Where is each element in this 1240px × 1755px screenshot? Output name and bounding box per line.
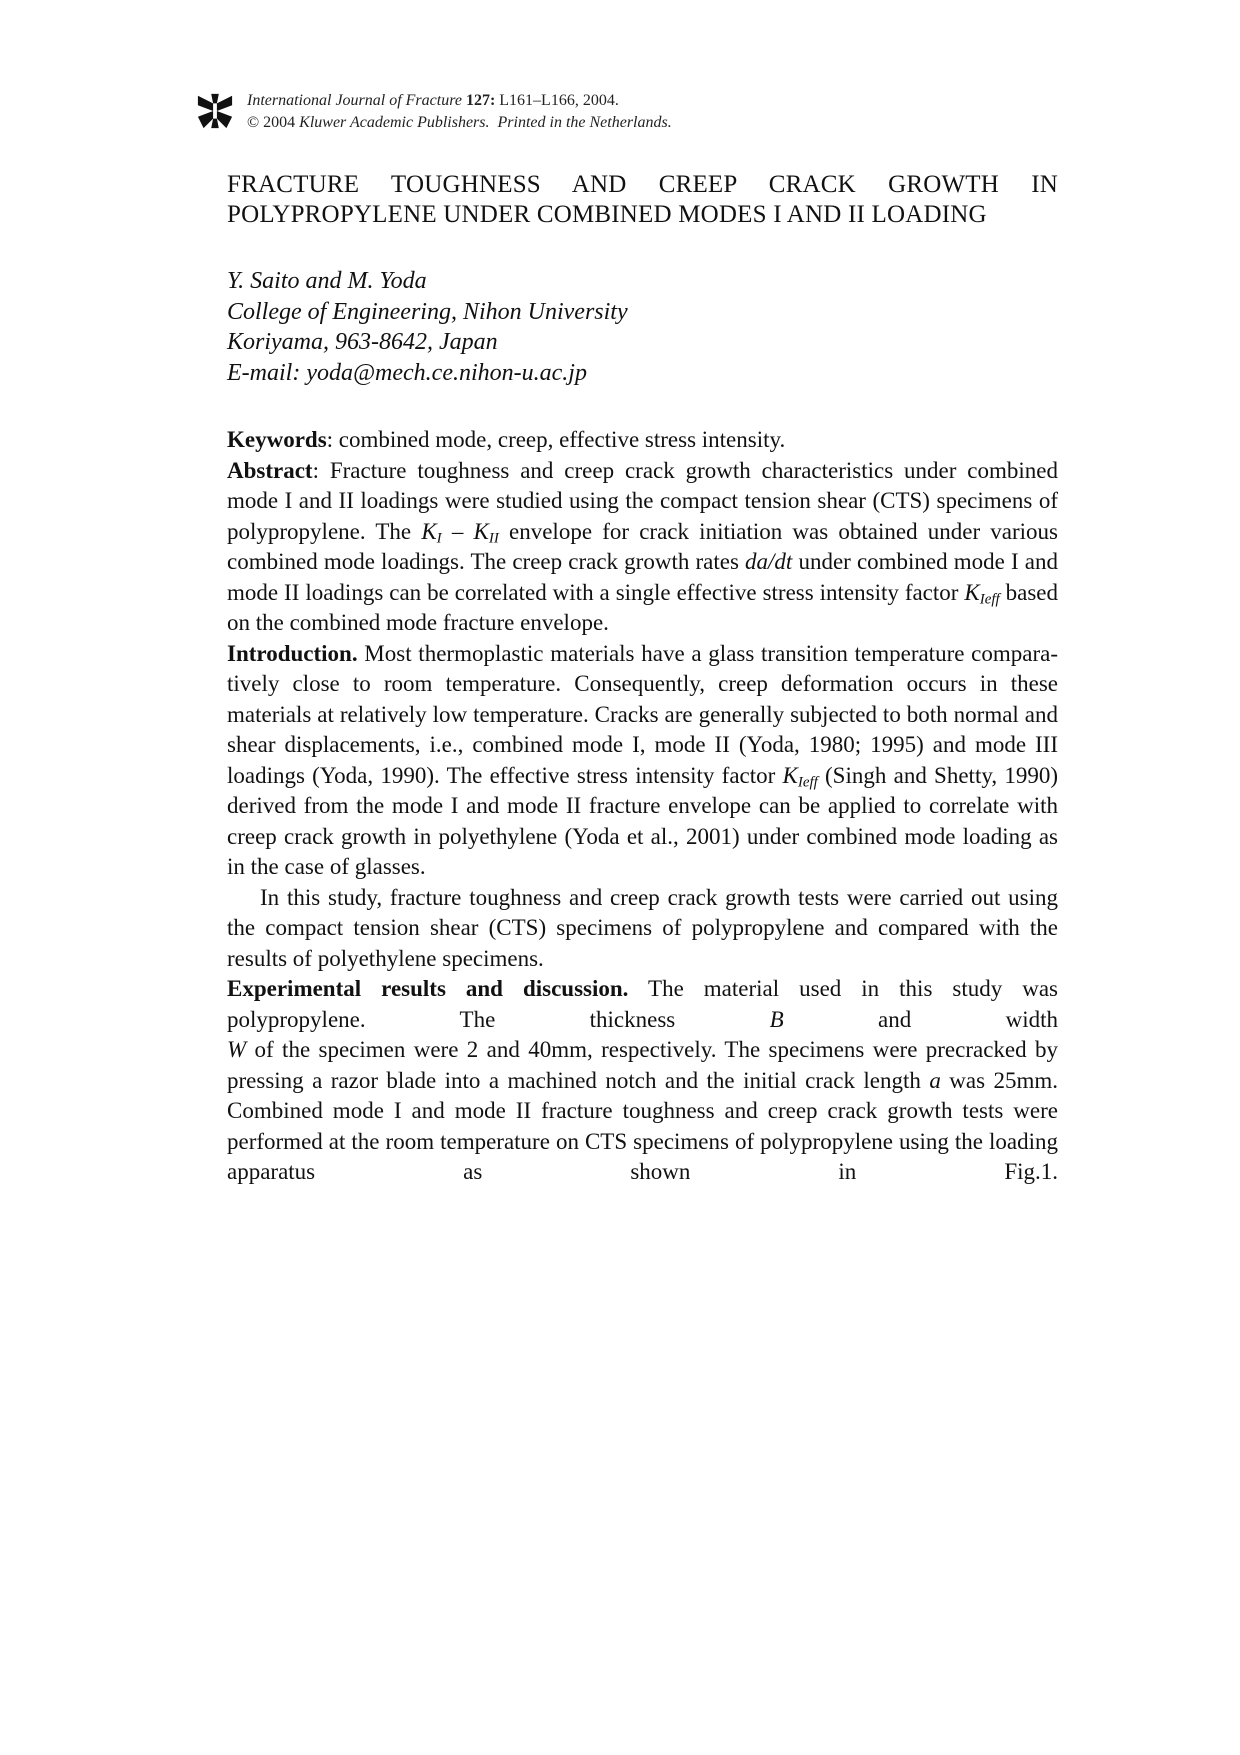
symbol-keff-intro-sub: Ieff [797,774,818,791]
symbol-a: a [929,1067,941,1093]
experimental-text-2: and width [783,1006,1058,1032]
paper-title-line-1: FRACTURE TOUGHNESS AND CREEP CRACK GROWTH IN [227,171,1058,198]
article-content [227,170,1058,1188]
author-block [227,266,1058,388]
journal-citation [247,90,672,134]
symbol-k2-sub: II [488,530,499,547]
experimental-text-1: The material used in this study was polypropylene. The thickness [227,976,1058,1032]
experimental-text-4: was 25mm. Combined mode I and mode II fracture toughness and creep crack growth tests were performed at the room temperature on CTS specimens of polypropylene using the loading apparatus as shown in Fig.1. [227,1067,1058,1184]
journal-volume: 127: [465,92,496,109]
introduction-text-1: Most thermoplastic materials have a glass transition temperature compara- tively close to room temperature. Consequently, creep deformation occurs in these materials at relatively low temperature. Cracks are generally subjected to both normal and shear displacements, i.e., combined mode I, mode II (Yoda, 1980; 1995) and mode III loadings (Yoda, 1990). The effective stress intensity factor [227,640,1058,788]
symbol-k1-sub: I [436,530,442,547]
symbol-k2: K [473,518,489,544]
abstract-text-4: based on the combined mode fracture envelope. [227,579,1058,635]
journal-pages-year: L161–L166, 2004. [495,92,619,109]
introduction-label: Introduction. [227,640,358,666]
author-names: Y. Saito and M. Yoda [227,268,427,294]
abstract-text-1: : Fracture toughness and creep crack growth characteristics under combined mode I and II loadings were studied using the compact tension shear (CTS) specimens of polypropylene. The [227,457,1058,544]
keywords-line [227,425,1058,456]
introduction-text-2: (Singh and Shetty, 1990) derived from the mode I and mode II fracture envelope can be applied to correlate with creep crack growth in polyethylene (Yoda et al., 2001) under combined mode loading as in the case of glasses. [227,762,1058,879]
journal-name: International Journal of Fracture [247,92,462,109]
symbol-keff: K [964,579,980,605]
abstract-text-3: under combined mode I and mode II loadings can be correlated with a single effective stress intensity factor [227,549,1058,605]
printed-line: Printed in the Netherlands. [497,114,672,131]
symbol-k1: K [421,518,437,544]
abstract-paragraph [227,456,1058,639]
symbol-dadt: da/dt [745,549,793,574]
author-address: Koriyama, 963-8642, Japan [227,329,498,355]
author-affiliation: College of Engineering, Nihon University [227,298,628,325]
abstract-label: Abstract [227,457,313,483]
experimental-paragraph [227,974,1058,1188]
introduction-paragraph-2: In this study, fracture toughness and creep crack growth tests were carried out using the compact tension shear (CTS) specimens of polypropylene and compared with the results of polyethylene specimens. [227,884,1058,971]
copyright-line: © 2004 [247,114,300,131]
publisher-name: Kluwer Academic Publishers. [299,114,490,131]
experimental-label: Experimental results and discussion. [227,976,629,1001]
symbol-keff-intro: K [782,762,798,788]
symbol-w: W [227,1037,247,1062]
abstract-text-2: envelope for crack initiation was obtained under various combined mode loadings. The creep crack growth rates [227,518,1059,574]
introduction-paragraph-1 [227,639,1058,883]
keywords-label: Keywords [227,427,327,452]
keywords-text: : combined mode, creep, effective stress intensity. [326,427,786,452]
paper-title [227,170,1058,230]
author-email: E-mail: yoda@mech.ce.nihon-u.ac.jp [227,359,587,386]
symbol-b: B [769,1006,784,1032]
paper-title-line-2: POLYPROPYLENE UNDER COMBINED MODES I AND II LOADING [227,201,987,228]
abstract-dash: – [441,518,474,544]
publisher-logo-icon [196,92,234,130]
experimental-text-3: of the specimen were 2 and 40mm, respectively. The specimens were precracked by pressing a razor blade into a machined notch and the initial crack length [227,1037,1058,1093]
symbol-keff-sub: Ieff [979,591,1000,608]
